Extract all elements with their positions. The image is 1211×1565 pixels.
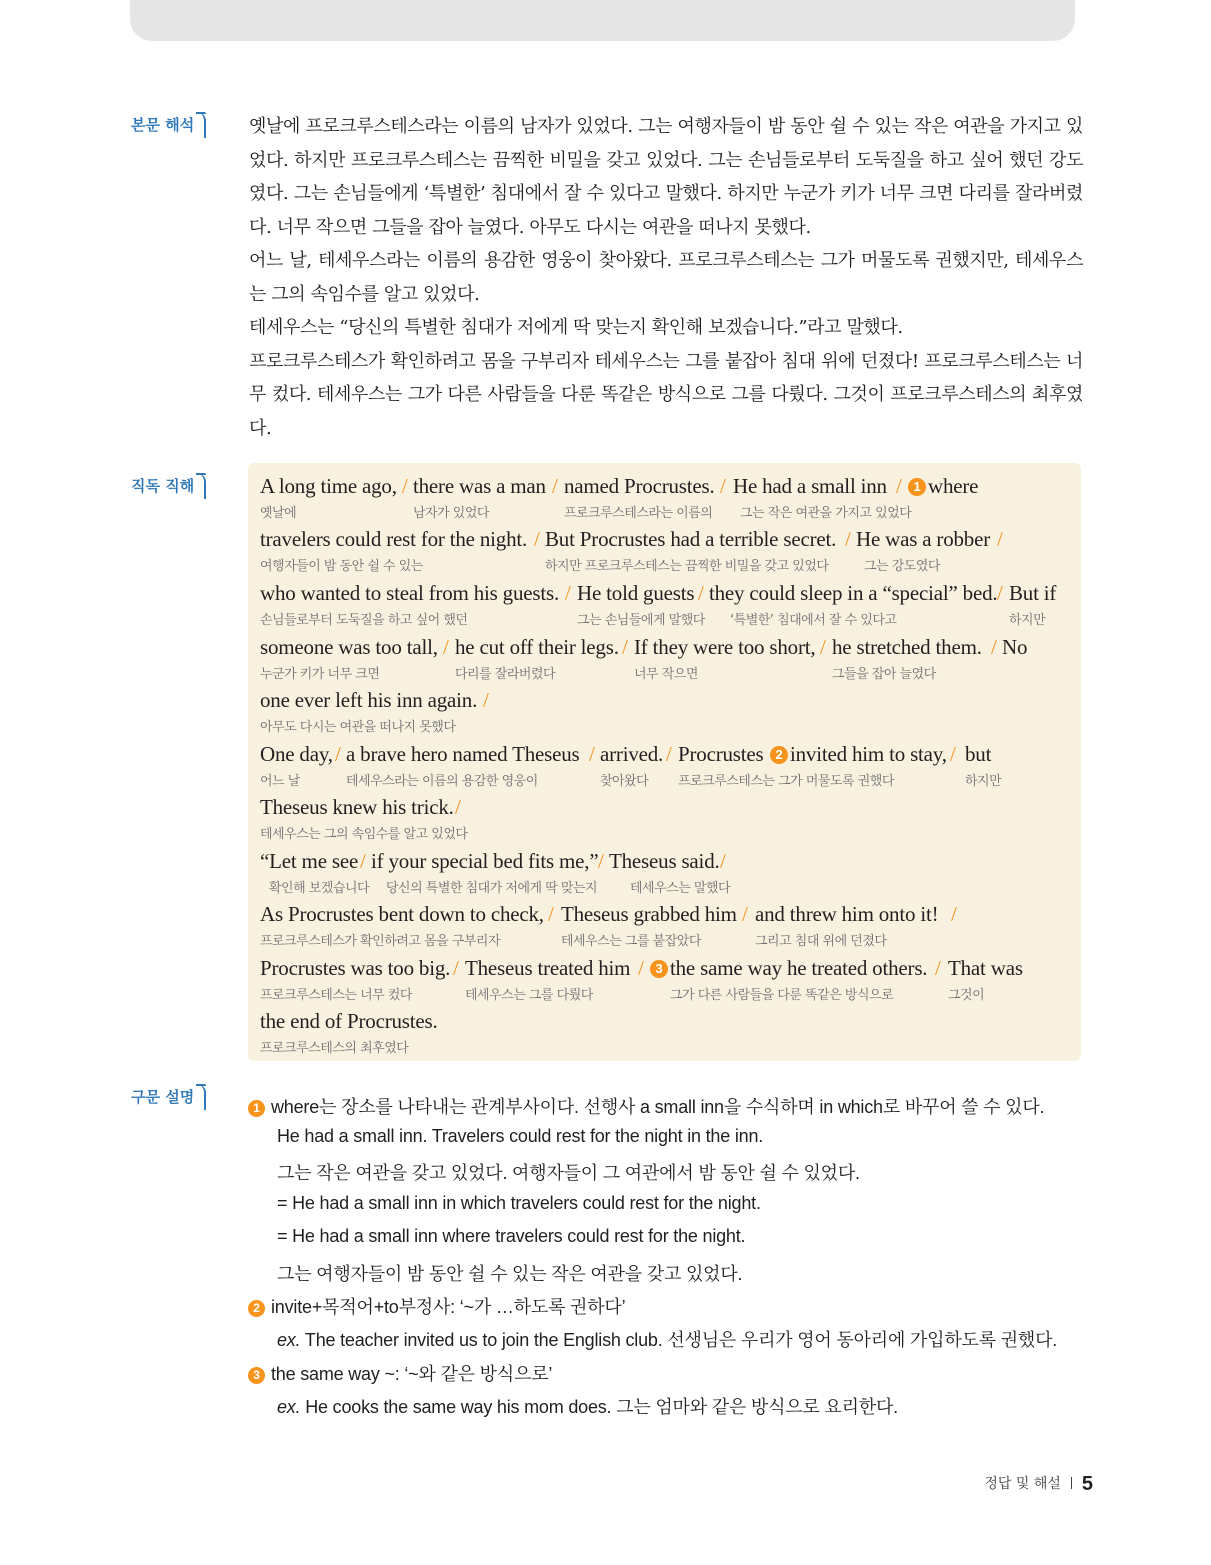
ko-gloss: 테세우스는 말했다 — [630, 881, 731, 896]
reading-section-tag: 직독 직해 — [130, 473, 206, 499]
footer-divider — [1071, 1477, 1072, 1489]
chunk-separator: / — [950, 742, 956, 766]
chunk-separator: / — [622, 635, 628, 659]
chunk-separator: / — [820, 635, 826, 659]
grammar-example: = He had a small inn where travelers could rest for the night. — [277, 1226, 746, 1246]
en-chunk-text: the same way he treated others. — [670, 956, 928, 980]
translation-paragraph: 옛날에 프로크루스테스라는 이름의 남자가 있었다. 그는 여행자들이 밤 동안 쉴 수 있는 작은 여관을 가지고 있었다. 하지만 프로크루스테스는 끔찍한 비밀을 갖고 있었다. 그는 손님들로부터 도둑질을 하고 싶어 했던 강도였다. 그는 손님들에게 ‘특별한’ 침대에서 잘 수 있다고 말했다. 하지만 누군가 키가 너무 크면 다리를 잘라버렸다. 너무 작으면 그들을 잡아 늘였다. 아무도 다시는 여관을 떠나지 못했다. — [249, 116, 1083, 238]
ko-gloss: 다리를 잘라버렸다 — [455, 667, 556, 682]
chunk-separator: / — [565, 581, 571, 605]
ko-gloss: 테세우스는 그의 속임수를 알고 있었다 — [260, 827, 468, 842]
chunk-separator: / — [455, 795, 461, 819]
note-number-badge: 1 — [908, 478, 926, 496]
en-chunk: and threw him onto it! — [755, 902, 939, 926]
grammar-section-tag: 구문 설명 — [130, 1084, 206, 1110]
grammar-note-text: where는 장소를 나타내는 관계부사이다. 선행사 a small inn을 수식하며 in which로 바꾸어 쓸 수 있다. — [271, 1097, 1045, 1117]
en-chunk: No — [1002, 635, 1028, 659]
chunk-separator: / — [698, 581, 704, 605]
chunk-separator: / — [589, 742, 595, 766]
en-chunk: if your special bed fits me,” — [371, 849, 599, 873]
chunk-separator: / — [896, 474, 902, 498]
chunk-separator: / — [951, 902, 957, 926]
chunk-separator: / — [720, 474, 726, 498]
ko-gloss: 하지만 — [1009, 613, 1046, 628]
en-chunk: But if — [1009, 581, 1057, 605]
note-number-badge: 1 — [248, 1100, 265, 1117]
en-chunk: arrived. — [600, 742, 664, 766]
ko-gloss: 프로크루스테스가 확인하려고 몸을 구부리자 — [260, 934, 500, 949]
en-chunk: he stretched them. — [832, 635, 982, 659]
chunk-separator: / — [666, 742, 672, 766]
chunk-separator: / — [548, 902, 554, 926]
translation-paragraph: 테세우스는 “당신의 특별한 침대가 저에게 딱 맞는지 확인해 보겠습니다.”라고 말했다. — [249, 317, 903, 338]
ko-gloss: 그는 작은 여관을 가지고 있었다 — [740, 506, 912, 521]
ko-gloss: 그가 다른 사람들을 다룬 똑같은 방식으로 — [670, 988, 894, 1003]
en-chunk: Theseus knew his trick. — [260, 795, 454, 819]
chunk-separator: / — [991, 635, 997, 659]
en-chunk: a brave hero named Theseus — [346, 742, 580, 766]
ko-gloss: 테세우스는 그를 다뤘다 — [465, 988, 593, 1003]
en-chunk-text: invited him to stay, — [790, 742, 947, 766]
chunk-separator: / — [402, 474, 408, 498]
translation-paragraph: 어느 날, 테세우스라는 이름의 용감한 영웅이 찾아왔다. 프로크루스테스는 그가 머물도록 권했지만, 테세우스는 그의 속임수를 알고 있었다. — [249, 250, 1083, 305]
en-chunk: One day, — [260, 742, 333, 766]
page-footer — [984, 1473, 1093, 1496]
chunk-separator: / — [997, 581, 1003, 605]
en-chunk: If they were too short, — [634, 635, 816, 659]
note-number-badge: 2 — [248, 1300, 265, 1317]
en-chunk: As Procrustes bent down to check, — [260, 902, 544, 926]
en-chunk: who wanted to steal from his guests. — [260, 581, 560, 605]
en-chunk: Theseus grabbed him — [561, 902, 737, 926]
ko-gloss: 손님들로부터 도둑질을 하고 싶어 했던 — [260, 613, 468, 628]
chunk-separator: / — [335, 742, 341, 766]
ko-gloss: 그것이 — [948, 988, 985, 1003]
note-number-badge: 2 — [770, 746, 788, 764]
chunk-separator: / — [552, 474, 558, 498]
korean-translation — [249, 110, 1083, 445]
en-chunk: travelers could rest for the night. — [260, 527, 528, 551]
en-chunk: But Procrustes had a terrible secret. — [545, 527, 837, 551]
en-chunk — [648, 956, 927, 981]
ko-gloss: 옛날에 — [260, 506, 297, 521]
en-chunk: someone was too tall, — [260, 635, 438, 659]
grammar-example-text: He cooks the same way his mom does. 그는 엄마와 같은 방식으로 요리한다. — [305, 1397, 898, 1417]
en-chunk: named Procrustes. — [564, 474, 715, 498]
grammar-example-text: The teacher invited us to join the English club. 선생님은 우리가 영어 동아리에 가입하도록 권했다. — [304, 1330, 1058, 1350]
note-number-badge: 3 — [650, 960, 668, 978]
en-chunk: the end of Procrustes. — [260, 1009, 438, 1033]
ko-gloss: 누군가 키가 너무 크면 — [260, 667, 380, 682]
en-chunk: they could sleep in a “special” bed. — [709, 581, 998, 605]
ko-gloss: 아무도 다시는 여관을 떠나지 못했다 — [260, 720, 456, 735]
en-chunk: Procrustes — [678, 742, 764, 766]
ko-gloss: 너무 작으면 — [634, 667, 698, 682]
ko-gloss: 당신의 특별한 침대가 저에게 딱 맞는지 — [386, 881, 598, 896]
en-chunk: but — [965, 742, 992, 766]
chunk-separator: / — [935, 956, 941, 980]
chunk-separator: / — [360, 849, 366, 873]
ko-gloss: 하지만 프로크루스테스는 끔찍한 비밀을 갖고 있었다 — [545, 559, 829, 574]
en-chunk: That was — [948, 956, 1023, 980]
note-number-badge: 3 — [248, 1367, 265, 1384]
en-chunk: He told guests — [577, 581, 695, 605]
ko-gloss: 프로크루스테스는 그가 머물도록 권했다 — [678, 774, 894, 789]
ko-gloss: 테세우스라는 이름의 용감한 영웅이 — [346, 774, 538, 789]
en-chunk-text: where — [928, 474, 979, 498]
grammar-example: 그는 작은 여관을 갖고 있었다. 여행자들이 그 여관에서 밤 동안 쉴 수 있었다. — [277, 1163, 860, 1183]
translation-paragraph: 프로크루스테스가 확인하려고 몸을 구부리자 테세우스는 그를 붙잡아 침대 위에 던졌다! 프로크루스테스는 너무 컸다. 테세우스는 그가 다른 사람들을 다룬 똑같은 방식으로 그를 다뤘다. 그것이 프로크루스테스의 최후였다. — [249, 350, 1083, 439]
translation-section-tag: 본문 해석 — [130, 112, 206, 138]
ko-gloss: 여행자들이 밤 동안 쉴 수 있는 — [260, 559, 423, 574]
grammar-example: He had a small inn. Travelers could rest for the night in the inn. — [277, 1126, 764, 1146]
ko-gloss: 남자가 있었다 — [413, 506, 489, 521]
chunk-separator: / — [742, 902, 748, 926]
en-chunk: one ever left his inn again. — [260, 688, 478, 712]
grammar-note — [248, 1360, 552, 1386]
chunk-separator: / — [997, 527, 1003, 551]
example-marker: ex. — [277, 1397, 301, 1417]
ko-gloss: 찾아왔다 — [600, 774, 649, 789]
grammar-note-text: invite+목적어+to부정사: ‘~가 …하도록 권하다’ — [271, 1297, 626, 1317]
chunk-separator: / — [443, 635, 449, 659]
grammar-note — [248, 1293, 625, 1319]
ko-gloss: 어느 날 — [260, 774, 300, 789]
en-chunk: He was a robber — [856, 527, 991, 551]
chunk-separator: / — [720, 849, 726, 873]
en-chunk: He had a small inn — [733, 474, 887, 498]
en-chunk — [906, 474, 978, 499]
en-chunk: he cut off their legs. — [455, 635, 619, 659]
chunk-separator: / — [845, 527, 851, 551]
chunk-separator: / — [638, 956, 644, 980]
en-chunk: there was a man — [413, 474, 546, 498]
ko-gloss: 그리고 침대 위에 던졌다 — [755, 934, 887, 949]
en-chunk — [768, 742, 947, 767]
ko-gloss: 프로크루스테스는 너무 컸다 — [260, 988, 412, 1003]
ko-gloss: 그들을 잡아 늘였다 — [832, 667, 936, 682]
example-marker: ex. — [277, 1330, 301, 1350]
ko-gloss: 확인해 보겠습니다 — [269, 881, 370, 896]
chunk-separator: / — [453, 956, 459, 980]
chunk-separator: / — [534, 527, 540, 551]
en-chunk: “Let me see — [260, 849, 359, 873]
page-number: 5 — [1081, 1473, 1093, 1495]
ko-gloss: 테세우스는 그를 붙잡았다 — [561, 934, 701, 949]
grammar-example — [277, 1393, 898, 1419]
grammar-note-text: the same way ~: ‘~와 같은 방식으로’ — [271, 1364, 553, 1384]
ko-gloss: ‘특별한’ 침대에서 잘 수 있다고 — [730, 613, 897, 628]
grammar-example: 그는 여행자들이 밤 동안 쉴 수 있는 작은 여관을 갖고 있었다. — [277, 1264, 743, 1284]
en-chunk: Theseus treated him — [465, 956, 631, 980]
en-chunk: Procrustes was too big. — [260, 956, 451, 980]
en-chunk: A long time ago, — [260, 474, 397, 498]
footer-label: 정답 및 해설 — [984, 1476, 1061, 1492]
chunk-separator: / — [483, 688, 489, 712]
ko-gloss: 하지만 — [965, 774, 1002, 789]
en-chunk: Theseus said. — [609, 849, 720, 873]
grammar-example — [277, 1326, 1057, 1352]
grammar-note — [248, 1093, 1044, 1119]
ko-gloss: 프로크루스테스라는 이름의 — [564, 506, 713, 521]
ko-gloss: 그는 손님들에게 말했다 — [577, 613, 705, 628]
chunk-separator: / — [598, 849, 604, 873]
ko-gloss: 프로크루스테스의 최후였다 — [260, 1041, 409, 1056]
top-header-bar — [130, 0, 1075, 41]
grammar-example: = He had a small inn in which travelers could rest for the night. — [277, 1193, 761, 1213]
ko-gloss: 그는 강도였다 — [864, 559, 940, 574]
